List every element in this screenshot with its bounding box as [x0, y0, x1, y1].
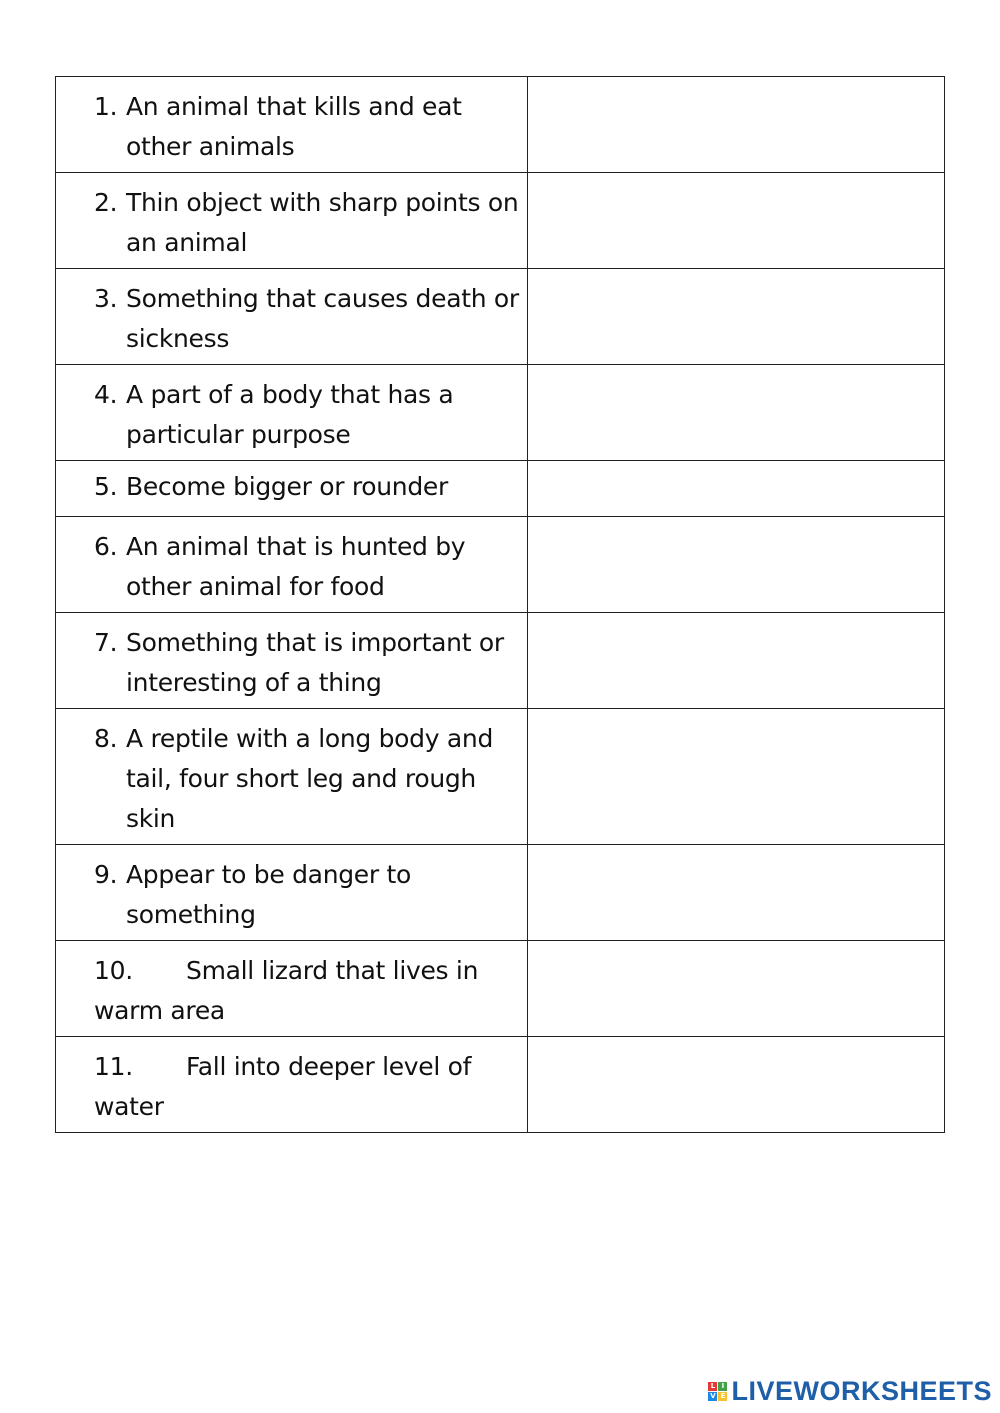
- table-row: [56, 77, 945, 173]
- table-row: [56, 941, 945, 1037]
- clue-cell: [56, 517, 528, 613]
- clue-number: 6.: [94, 532, 118, 561]
- clue-text: Small lizard that lives in warm area: [94, 956, 479, 1025]
- answer-input-8[interactable]: [528, 709, 944, 750]
- table-row: [56, 709, 945, 845]
- worksheet-table: [55, 76, 945, 1133]
- answer-input-11[interactable]: [528, 1037, 944, 1078]
- answer-cell: [528, 845, 945, 941]
- answer-input-2[interactable]: [528, 173, 944, 214]
- clue-text: Appear to be danger to something: [126, 860, 412, 929]
- liveworksheets-logo: [708, 1376, 992, 1407]
- logo-mark-tile: V: [710, 1392, 716, 1400]
- clue-cell: [56, 461, 528, 517]
- clue-text: An animal that kills and eat other animals: [126, 92, 462, 161]
- clue-text: A part of a body that has a particular purpose: [126, 380, 454, 449]
- answer-cell: [528, 709, 945, 845]
- table-row: [56, 461, 945, 517]
- clue-text: Fall into deeper level of water: [94, 1052, 472, 1121]
- clue-text: Thin object with sharp points on an animal: [126, 188, 519, 257]
- answer-input-3[interactable]: [528, 269, 944, 310]
- answer-cell: [528, 365, 945, 461]
- clue-cell: [56, 1037, 528, 1133]
- table-row: [56, 517, 945, 613]
- answer-input-7[interactable]: [528, 613, 944, 654]
- answer-cell: [528, 173, 945, 269]
- answer-input-1[interactable]: [528, 77, 944, 118]
- answer-input-4[interactable]: [528, 365, 944, 406]
- clue-text: A reptile with a long body and tail, four short leg and rough skin: [126, 724, 494, 833]
- table-row: [56, 1037, 945, 1133]
- logo-text: LIVEWORKSHEETS: [731, 1376, 992, 1406]
- table-row: [56, 173, 945, 269]
- clue-text: Something that is important or interesting of a thing: [126, 628, 504, 697]
- clue-cell: [56, 845, 528, 941]
- clue-cell: [56, 941, 528, 1037]
- clue-number: 5.: [94, 472, 118, 501]
- answer-input-5[interactable]: [528, 461, 944, 502]
- clue-number: 8.: [94, 724, 118, 753]
- clue-text: Something that causes death or sickness: [126, 284, 519, 353]
- clue-number: 3.: [94, 284, 118, 313]
- clue-number: 1.: [94, 92, 118, 121]
- clue-cell: [56, 173, 528, 269]
- answer-cell: [528, 613, 945, 709]
- clue-number: 7.: [94, 628, 118, 657]
- logo-mark-tile: I: [718, 1382, 727, 1391]
- answer-cell: [528, 941, 945, 1037]
- clue-number: 9.: [94, 860, 118, 889]
- clue-number: 2.: [94, 188, 118, 217]
- clue-cell: [56, 709, 528, 845]
- answer-input-6[interactable]: [528, 517, 944, 558]
- answer-input-9[interactable]: [528, 845, 944, 886]
- table-row: [56, 269, 945, 365]
- answer-cell: [528, 517, 945, 613]
- clue-cell: [56, 269, 528, 365]
- table-row: [56, 365, 945, 461]
- answer-cell: [528, 1037, 945, 1133]
- answer-cell: [528, 269, 945, 365]
- clue-cell: [56, 365, 528, 461]
- clue-text: An animal that is hunted by other animal for food: [126, 532, 466, 601]
- logo-mark-icon: [708, 1382, 727, 1401]
- table-row: [56, 613, 945, 709]
- clue-cell: [56, 613, 528, 709]
- answer-cell: [528, 77, 945, 173]
- answer-input-10[interactable]: [528, 941, 944, 982]
- clue-text: Become bigger or rounder: [126, 472, 448, 501]
- logo-mark-tile: E: [718, 1392, 727, 1401]
- table-row: [56, 845, 945, 941]
- clue-number: 10.: [94, 956, 133, 985]
- clue-number: 4.: [94, 380, 118, 409]
- answer-cell: [528, 461, 945, 517]
- clue-cell: [56, 77, 528, 173]
- logo-mark-tile: L: [708, 1382, 717, 1391]
- clue-number: 11.: [94, 1052, 133, 1081]
